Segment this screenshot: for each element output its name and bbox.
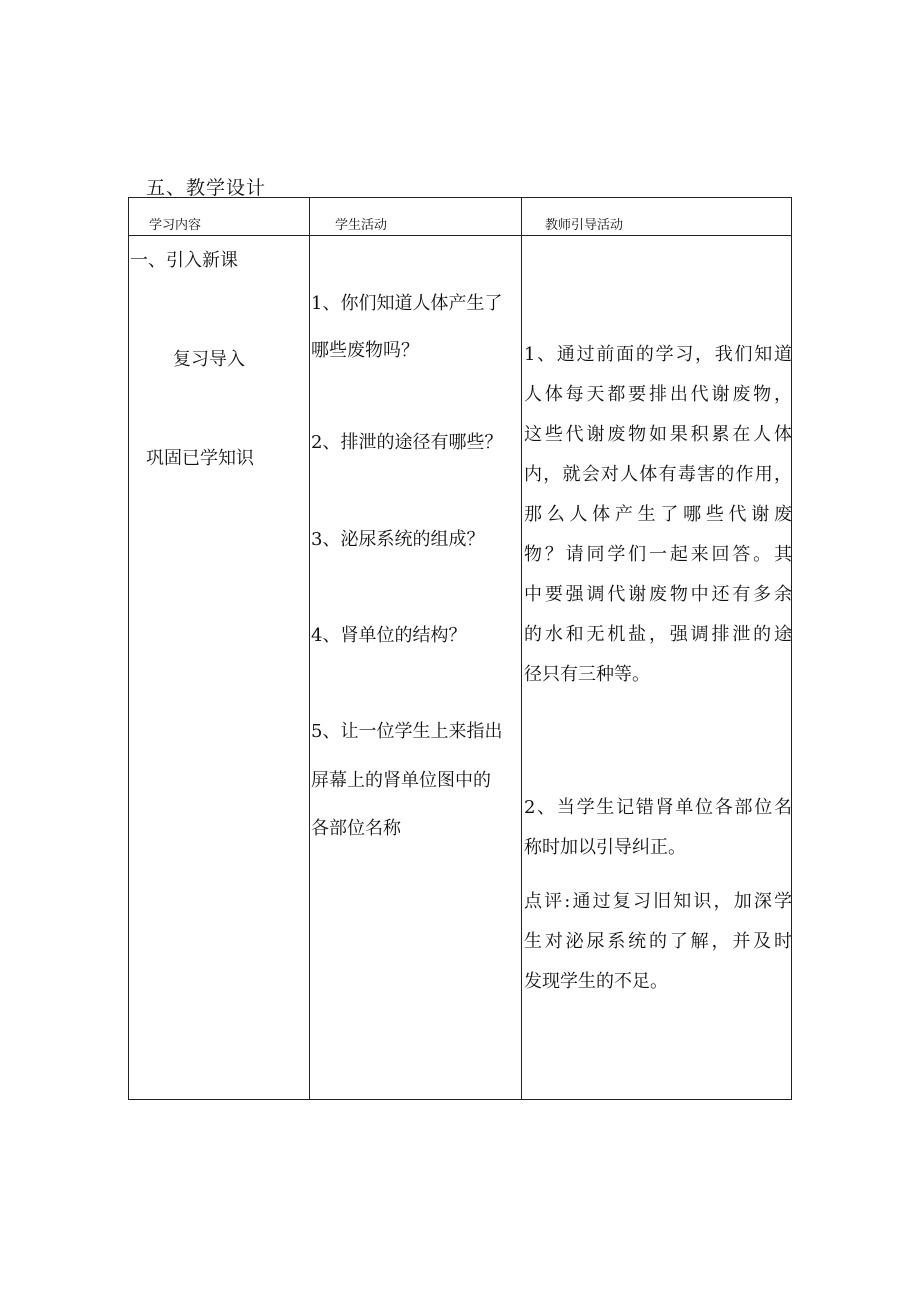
content-item: 巩固已学知识 [146, 448, 254, 469]
teacher-line: 内，就会对人体有毒害的作用， [524, 464, 792, 485]
teacher-line: 中要强调代谢废物中还有多余 [524, 584, 792, 605]
student-item-line: 屏幕上的肾单位图中的 [311, 770, 491, 791]
section-title: 五、教学设计 [146, 177, 267, 199]
header-divider [129, 235, 791, 236]
column-divider [521, 198, 522, 1099]
teacher-line: 人体每天都要排出代谢废物， [524, 384, 792, 405]
teacher-line: 这些代谢废物如果积累在人体 [524, 424, 792, 445]
teacher-line: 点评:通过复习旧知识，加深学 [524, 891, 792, 912]
teacher-line: 的水和无机盐，强调排泄的途 [524, 624, 792, 645]
teacher-line: 发现学生的不足。 [524, 971, 668, 992]
header-learning-content: 学习内容 [149, 218, 202, 233]
teacher-line: 那么人体产生了哪些代谢废 [524, 504, 792, 525]
teacher-comment [524, 882, 792, 1002]
teacher-line: 称时加以引导纠正。 [524, 837, 686, 858]
teacher-paragraph-1 [524, 335, 792, 695]
content-item: 复习导入 [173, 349, 245, 370]
student-item-line: 2、排泄的途径有哪些？ [311, 432, 503, 453]
teacher-paragraph-2 [524, 788, 792, 868]
teacher-line: 生对泌尿系统的了解，并及时 [524, 931, 792, 952]
header-student-activity: 学生活动 [335, 218, 388, 233]
content-heading: 一、引入新课 [130, 250, 238, 271]
student-item-line: 3、泌尿系统的组成？ [311, 529, 485, 550]
student-item-line: 各部位名称 [311, 818, 401, 839]
teacher-line: 2、当学生记错肾单位各部位名 [524, 797, 792, 818]
student-item-line: 5、让一位学生上来指出 [311, 721, 503, 742]
student-item-line: 哪些废物吗？ [311, 340, 419, 361]
student-item-line: 4、肾单位的结构？ [311, 625, 467, 646]
teacher-line: 径只有三种等。 [524, 664, 650, 685]
column-divider [309, 198, 310, 1099]
teaching-design-table [128, 197, 792, 1100]
student-item-line: 1、你们知道人体产生了 [311, 293, 503, 314]
teacher-line: 1、通过前面的学习，我们知道 [524, 344, 792, 365]
header-teacher-activity: 教师引导活动 [545, 218, 624, 233]
teacher-line: 物？请同学们一起来回答。其 [524, 544, 792, 565]
